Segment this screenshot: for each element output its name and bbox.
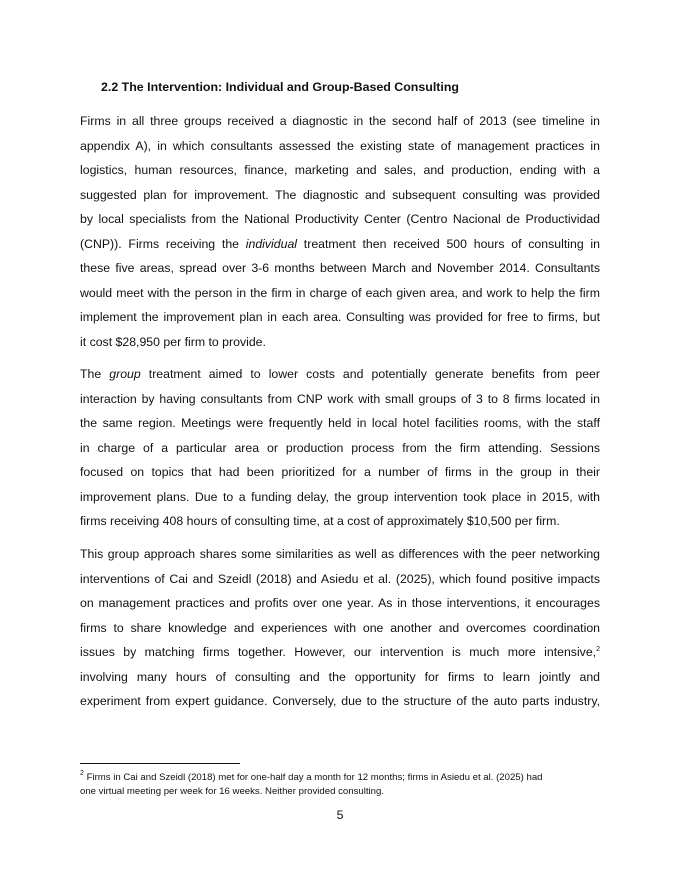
text-line: This group approach shares some similarities as well as differences with the peer networking [80,547,600,561]
text-line: Firms in all three groups received a diagnostic in the second half of 2013 (see timeline in [80,114,600,128]
text-segment: The [80,367,110,381]
text-line: interventions of Cai and Szeidl (2018) and Asiedu et al. (2025), which found positive impacts [80,571,600,586]
text-line: improvement plans. Due to a funding delay, the group intervention took place in 2015, with [80,489,600,504]
text-line: appendix A), in which consultants assessed the existing state of management practices in [80,138,600,153]
text-line: firms receiving 408 hours of consulting time, at a cost of approximately $10,500 per firm. [80,514,560,528]
text-line [80,640,600,665]
text-line [80,362,600,387]
text-segment: (CNP)). Firms receiving the [80,236,246,251]
text-line: would meet with the person in the firm in charge of each given area, and work to help the firm [80,285,600,300]
text-line: these five areas, spread over 3-6 months between March and November 2014. Consultants [80,261,600,275]
text-line: suggested plan for improvement. The diagnostic and subsequent consulting was provided [80,187,600,202]
paragraph-comparison [80,542,600,714]
text-line: on management practices and profits over one year. As in those interventions, it encourages [80,596,600,610]
text-line: the same region. Meetings were frequently held in local hotel facilities rooms, with the staff [80,416,600,430]
text-line: experiment from expert guidance. Conversely, due to the structure of the auto parts industry, [80,694,600,708]
text-line: by local specialists from the National Productivity Center (Centro Nacional de Productividad [80,212,600,226]
footnote-line: one virtual meeting per week for 16 weeks. Neither provided consulting. [80,786,384,797]
footnote [80,771,600,799]
text-line [80,232,600,257]
text-line: firms to share knowledge and experiences with one another and overcomes coordination [80,620,600,635]
text-line: implement the improvement plan in each area. Consulting was provided for free to firms, but [80,310,600,324]
text-segment: treatment then received 500 hours of consulting in [297,236,600,251]
text-line: in charge of a particular area or production process from the firm attending. Sessions [80,440,600,455]
page-number: 5 [336,808,344,822]
italic-term-group: group [109,367,141,381]
footnote-divider [80,763,240,764]
text-line: it cost $28,950 per firm to provide. [80,334,266,349]
text-line: involving many hours of consulting and the opportunity for firms to learn jointly and [80,669,600,684]
text-segment: Firms in Cai and Szeidl (2018) met for one-half day a month for 12 months; firms in Asiedu et al. (2025) had [83,772,543,783]
text-segment: issues by matching firms together. However, our intervention is much more intensive, [80,645,597,659]
text-line: interaction by having consultants from CNP work with small groups of 3 to 8 firms located in [80,391,600,406]
italic-term-individual: individual [245,236,298,251]
text-line: focused on topics that had been prioritized for a number of firms in the group in their [80,465,600,479]
footnote-marker: 2 [80,770,84,777]
text-line: logistics, human resources, finance, marketing and sales, and production, ending with a [80,163,600,177]
paragraph-group-treatment [80,362,600,534]
section-heading: 2.2 The Intervention: Individual and Group-Based Consulting [101,80,459,94]
paragraph-individual-treatment [80,109,600,354]
text-segment: treatment aimed to lower costs and potentially generate benefits from peer [140,367,600,381]
footnote-line [80,771,600,785]
footnote-reference[interactable]: 2 [596,646,600,653]
